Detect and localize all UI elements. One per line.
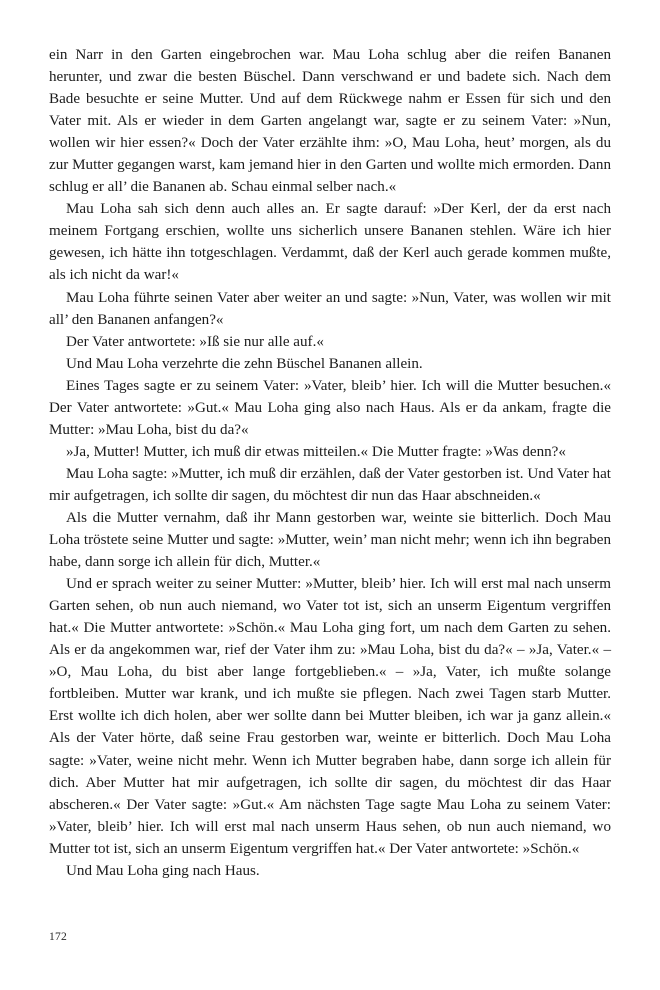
paragraph: ein Narr in den Garten eingebrochen war. Mau Loha schlug aber die reifen Bananen herunter, und zwar die besten Büschel. Dann verschwand er und badete sich. Nach dem Bade besuchte er seine Mutter. Und auf dem Rückwege nahm er Essen für sich und den Vater mit. Als er wieder in dem Garten angelangt war, sagte er zu seinem Vater: »Nun, wollen wir hier essen?« Doch der Vater erzählte ihm: »O, Mau Loha, heut’ morgen, als du zur Mutter gegangen warst, kam jemand hier in den Garten und wollte mich ermorden. Dann schlug er all’ die Bananen ab. Schau einmal selber nach.« [49,47,611,196]
paragraph: Mau Loha führte seinen Vater aber weiter an und sagte: »Nun, Vater, was wollen wir mit all’ den Bananen anfangen?« [49,289,611,328]
paragraph: Eines Tages sagte er zu seinem Vater: »Vater, bleib’ hier. Ich will die Mutter besuchen.« Der Vater antwortete: »Gut.« Mau Loha ging also nach Haus. Als er da ankam, fragte die Mutter: »Mau Loha, bist du da?« [49,377,611,438]
page-number: 172 [49,930,67,943]
paragraph: Mau Loha sah sich denn auch alles an. Er sagte darauf: »Der Kerl, der da erst nach meinem Fortgang erschien, wollte uns sicherlich unsere Bananen stehlen. Wäre ich hier gewesen, ich hätte ihn totgeschlagen. Verdammt, daß der Kerl auch gerade kommen mußte, als ich nicht da war!« [49,201,611,284]
paragraph: Mau Loha sagte: »Mutter, ich muß dir erzählen, daß der Vater gestorben ist. Und Vater hat mir aufgetragen, ich sollte dir sagen, du möchtest dir nun das Haar abschneiden.« [49,465,611,504]
paragraph: Und er sprach weiter zu seiner Mutter: »Mutter, bleib’ hier. Ich will erst mal nach unserm Garten sehen, ob nun auch niemand, wo Vater tot ist, sich an unserm Eigentum vergriffen hat.« Die Mutter antwortete: »Schön.« Mau Loha ging fort, um nach dem Garten zu sehen. Als er da angekommen war, rief der Vater ihm zu: »Mau Loha, bist du da?« – »Ja, Vater.« – »O, Mau Loha, du bist aber lange fortgeblieben.« – »Ja, Vater, ich mußte solange fortbleiben. Mutter war krank, und ich mußte sie pflegen. Nach zwei Tagen starb Mutter. Erst wollte ich dich holen, aber wer sollte dann bei Mutter bleiben, ich war ja ganz allein.« Als der Vater hörte, daß seine Frau gestorben war, weinte er bitterlich. Doch Mau Loha sagte: »Vater, weine nicht mehr. Wenn ich Mutter begraben habe, dann sorge ich allein für dich. Aber Mutter hat mir aufgetragen, ich sollte dir sagen, du möchtest dir das Haar abscheren.« Der Vater sagte: »Gut.« Am nächsten Tage sagte Mau Loha zu seinem Vater: »Vater, bleib’ hier. Ich will erst mal nach unserm Haus sehen, ob nun auch niemand, wo Mutter tot ist, sich an unserm Eigentum vergriffen hat.« Der Vater antwortete: »Schön.« [49,576,611,857]
paragraph: Als die Mutter vernahm, daß ihr Mann gestorben war, weinte sie bitterlich. Doch Mau Loha tröstete seine Mutter und sagte: »Mutter, wein’ man nicht mehr; wenn ich ihn begraben habe, dann sorge ich allein für dich, Mutter.« [49,509,611,571]
body-text-block [49,44,611,882]
paragraph: Und Mau Loha ging nach Haus. [66,862,260,879]
paragraph: Und Mau Loha verzehrte die zehn Büschel Bananen allein. [66,355,423,372]
paragraph: Der Vater antwortete: »Iß sie nur alle auf.« [66,333,324,350]
paragraph: »Ja, Mutter! Mutter, ich muß dir etwas mitteilen.« Die Mutter fragte: »Was denn?« [66,443,566,460]
